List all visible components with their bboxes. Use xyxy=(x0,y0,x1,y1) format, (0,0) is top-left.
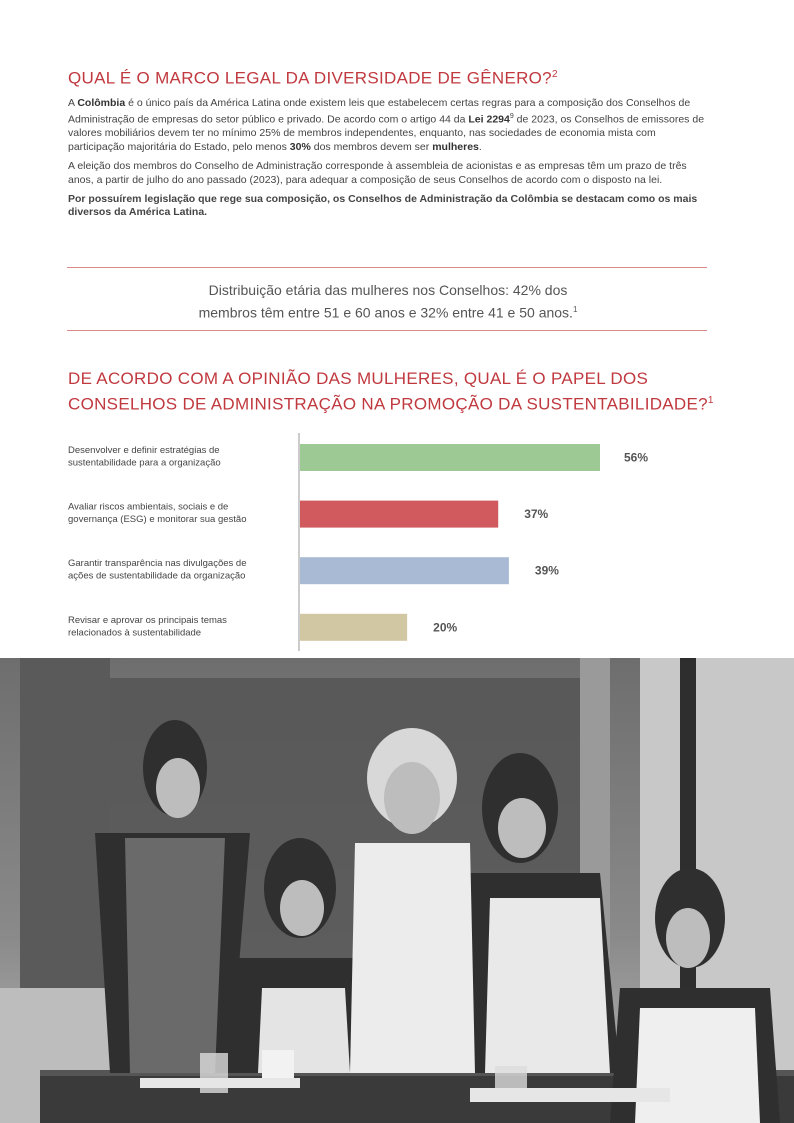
age-distribution-quote: Distribuição etária das mulheres nos Conselhos: 42% dos membros têm entre 51 e 60 anos e 32% entre 41 e 50 anos.$^1$ xyxy=(198,282,578,321)
chart-bar xyxy=(300,557,509,584)
chart-bar xyxy=(300,614,407,641)
paragraph-election: A eleição dos membros do Conselho de Administração corresponde à assembleia de acionistas e as empresas têm um prazo de três anos, a partir de julho do ano passado (2023), para adequar a composição de seus Conselhos de acordo com o disposto na lei. xyxy=(68,160,687,186)
chart-value-label: 20% xyxy=(433,620,458,635)
bar-chart-svg xyxy=(0,425,794,657)
legal-framework-text xyxy=(68,97,708,226)
chart-category-label: Avaliar riscos ambientais, sociais e de governança (ESG) e monitorar sua gestão xyxy=(68,501,247,526)
chart-bar xyxy=(300,444,600,471)
chart-value-label: 39% xyxy=(534,563,559,578)
section-title-sustainability: DE ACORDO COM A OPINIÃO DAS MULHERES, QUAL É O PAPEL DOS CONSELHOS DE ADMINISTRAÇÃO NA PROMOÇÃO DA SUSTENTABILIDADE?$^1$ xyxy=(68,369,714,414)
chart-category-label: Revisar e aprovar os principais temas relacionados à sustentabilidade xyxy=(68,614,227,639)
section-title-legal-framework: QUAL É O MARCO LEGAL DA DIVERSIDADE DE GÊNERO?$^2$ xyxy=(68,68,558,88)
chart-category-label: Garantir transparência nas divulgações de ações de sustentabilidade da organização xyxy=(68,558,247,582)
divider xyxy=(67,330,707,331)
chart-value-label: 56% xyxy=(624,450,649,465)
sustainability-bar-chart xyxy=(0,425,794,657)
chart-value-label: 37% xyxy=(524,507,549,522)
paragraph-conclusion: Por possuírem legislação que rege sua composição, os Conselhos de Administração da Colômbia se destacam como os mais diversos da América Latina. xyxy=(68,192,698,219)
paragraph-colombia-law: A Colômbia é o único país da América Latina onde existem leis que estabelecem certas regras para a composição dos Conselhos de Administração de empresas do setor público e privado. De acordo com o artigo 44 da Lei 2294$^9$ de 2023, os Conselhos de emissores de valores mobiliários devem ter no mínimo 25% de membros independentes, enquanto, nas sociedades de economia mista com participação majoritária do Estado, pelo menos 30% dos membros devem ser mulheres. xyxy=(68,97,705,153)
team-photo xyxy=(0,658,794,1123)
chart-bar xyxy=(300,501,498,528)
chart-category-label: Desenvolver e definir estratégias de sustentabilidade para a organização xyxy=(68,445,221,469)
divider xyxy=(67,267,707,268)
